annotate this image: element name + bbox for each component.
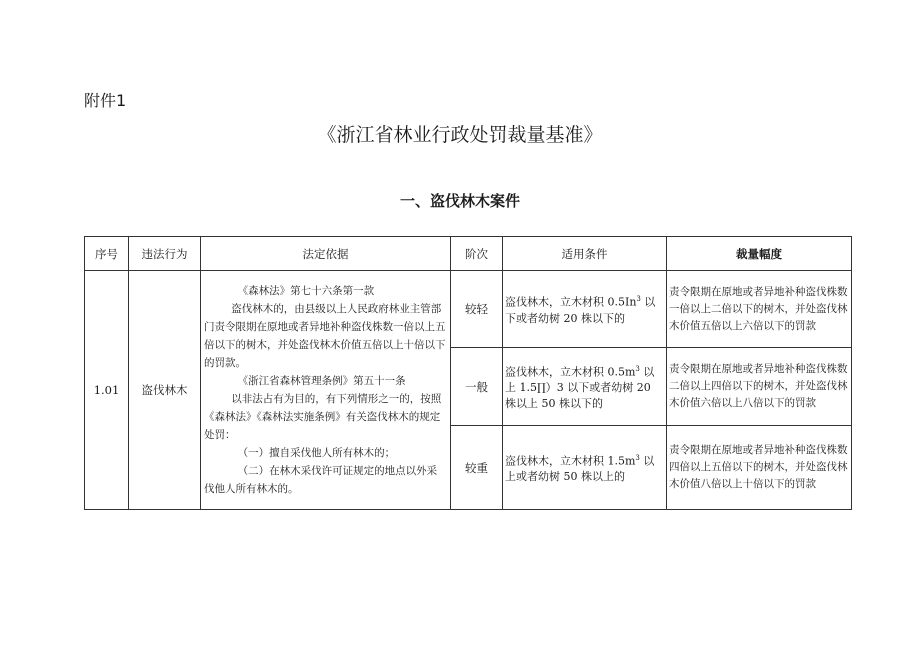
document-title: 《浙江省林业行政处罚裁量基准》 (317, 124, 603, 146)
basis-regulation-text: 以非法占有为目的，有下列情形之一的，按照《森林法》《森林法实施条例》有关盗伐林木的规定处罚： (204, 393, 442, 441)
section-heading: 一、盗伐林木案件 (399, 192, 520, 210)
penalty-table (84, 236, 852, 510)
condition-general: 盗伐林木，立木材积 $0.5m^3$ 以上 1.5∏）3 以下或者幼树 20 株以上 50 株以下的 (503, 348, 667, 426)
condition-light: 盗伐林木，立木材积 0.5In$^3$ 以下或者幼树 20 株以下的 (503, 271, 667, 348)
basis-forest-law-text: 盗伐林木的，由县级以上人民政府林业主管部门责令限期在原地或者异地补种盗伐株数一倍以上五倍以下的树木，并处盗伐林木价值五倍以上十倍以下的罚款。 (204, 303, 446, 369)
condition-serious: 盗伐林木，立木材积 $1.5m^3$ 以上或者幼树 50 株以上的 (503, 426, 667, 510)
basis-regulation-article: 《浙江省森林管理条例》第五十一条 (237, 375, 406, 387)
table-row (85, 271, 852, 348)
penalty-light: 责令限期在原地或者异地补种盗伐株数一倍以上二倍以下的树木，并处盗伐林木价值五倍以上六倍以下的罚款 (667, 271, 852, 348)
basis-item-2: （二）在林木采伐许可证规定的地点以外采伐他人所有林木的。 (204, 465, 438, 495)
column-header-behavior: 违法行为 (129, 237, 201, 271)
basis-forest-law-article: 《森林法》第七十六条第一款 (237, 285, 375, 297)
column-header-no: 序号 (85, 237, 129, 271)
column-header-basis: 法定依据 (201, 237, 451, 271)
basis-item-1: （一）擅自采伐他人所有林木的； (237, 447, 396, 459)
column-header-condition: 适用条件 (503, 237, 667, 271)
grade-light: 较轻 (451, 271, 503, 348)
grade-serious: 较重 (451, 426, 503, 510)
legal-basis-cell (201, 271, 451, 510)
penalty-serious: 责令限期在原地或者异地补种盗伐株数四倍以上五倍以下的树木，并处盗伐林木价值八倍以上十倍以下的罚款 (667, 426, 852, 510)
grade-general: 一般 (451, 348, 503, 426)
violation-behavior: 盗伐林木 (129, 271, 201, 510)
row-number: 1.01 (85, 271, 129, 510)
table-header-row (85, 237, 852, 271)
column-header-grade: 阶次 (451, 237, 503, 271)
attachment-label: 附件1 (84, 91, 127, 110)
penalty-general: 责令限期在原地或者异地补种盗伐株数二倍以上四倍以下的树木，并处盗伐林木价值六倍以上八倍以下的罚款 (667, 348, 852, 426)
column-header-penalty: 裁量幅度 (667, 237, 852, 271)
